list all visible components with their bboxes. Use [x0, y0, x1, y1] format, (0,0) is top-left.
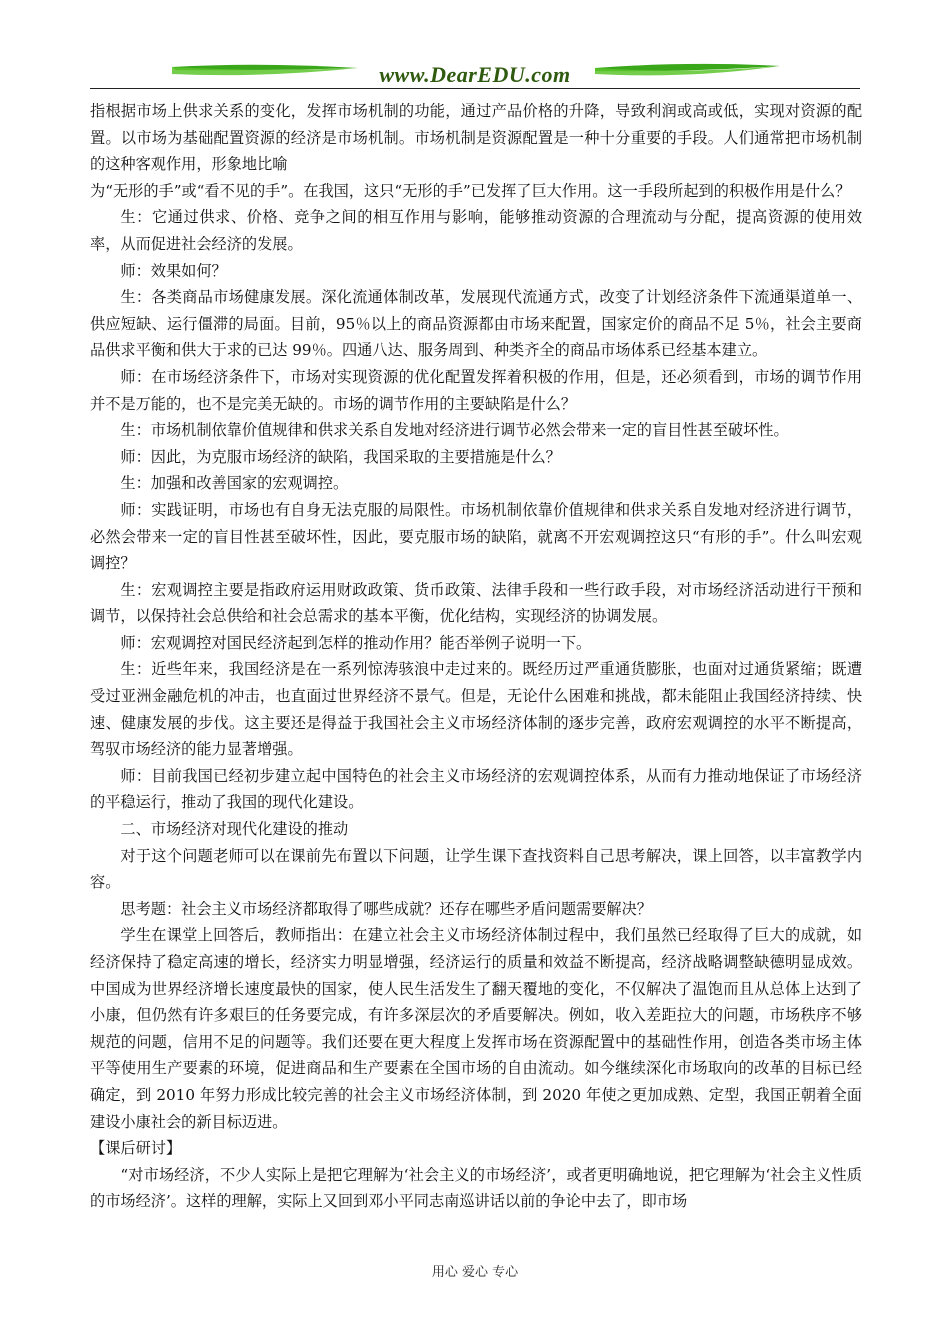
paragraph: 师：在市场经济条件下，市场对实现资源的优化配置发挥着积极的作用，但是，还必须看到，市场的调节作用并不是万能的，也不是完美无缺的。市场的调节作用的主要缺陷是什么？ — [90, 367, 862, 413]
paragraph: 生：宏观调控主要是指政府运用财政政策、货币政策、法律手段和一些行政手段，对市场经济活动进行干预和调节，以保持社会总供给和社会总需求的基本平衡，优化结构，实现经济的协调发展。 — [90, 580, 862, 626]
site-header-logo — [90, 58, 860, 92]
paragraph: 师：宏观调控对国民经济起到怎样的推动作用？能否举例子说明一下。 — [120, 633, 592, 652]
section-heading: 二、市场经济对现代化建设的推动 — [120, 820, 349, 839]
paragraph: 学生在课堂上回答后，教师指出：在建立社会主义市场经济体制过程中，我们虽然已经取得了巨大的成就，如经济保持了稳定高速的增长，经济实力明显增强，经济运行的质量和效益不断提高，经济战略调整缺德明显成效。中国成为世界经济增长速度最快的国家，使人民生活发生了翻天覆地的变化，不仅解决了温饱而且从总体上达到了小康，但仍然有许多艰巨的任务要完成，有许多深层次的矛盾要解决。例如，收入差距拉大的问题，市场秩序不够规范的问题，信用不足的问题等。我们还要在更大程度上发挥市场在资源配置中的基础性作用，创造各类市场主体平等使用生产要素的环境，促进商品和生产要素在全国市场的自由流动。如今继续深化市场取向的改革的目标已经确定，到 2010 年努力形成比较完善的社会主义市场经济体制，到 2020 年使之更加成熟、定型，我国正朝着全面建设小康社会的新目标迈进。 — [90, 926, 862, 1131]
header-divider — [90, 88, 860, 89]
paragraph: 生：加强和改善国家的宏观调控。 — [120, 474, 349, 493]
paragraph: 生：近些年来，我国经济是在一系列惊涛骇浪中走过来的。既经历过严重通货膨胀，也面对过通货紧缩；既遭受过亚洲金融危机的冲击，也直面过世界经济不景气。但是，无论什么困难和挑战，都未能阻止我国经济持续、快速、健康发展的步伐。这主要还是得益于我国社会主义市场经济体制的逐步完善，政府宏观调控的水平不断提高，驾驭市场经济的能力显著增强。 — [90, 660, 862, 759]
paragraph: 师：实践证明，市场也有自身无法克服的局限性。市场机制依靠价值规律和供求关系自发地对经济进行调节，必然会带来一定的盲目性甚至破坏性，因此，要克服市场的缺陷，就离不开宏观调控这只“有形的手”。什么叫宏观调控？ — [90, 500, 862, 573]
paragraph: 指根据市场上供求关系的变化，发挥市场机制的功能，通过产品价格的升降，导致利润或高或低，实现对资源的配置。以市场为基础配置资源的经济是市场机制。市场机制是资源配置是一种十分重要的手段。人们通常把市场机制的这种客观作用，形象地比喻 — [90, 102, 862, 174]
paragraph: 生：它通过供求、价格、竞争之间的相互作用与影响，能够推动资源的合理流动与分配，提高资源的使用效率，从而促进社会经济的发展。 — [90, 208, 862, 253]
paragraph: 为“无形的手”或“看不见的手”。在我国，这只“无形的手”已发挥了巨大作用。这一手段所起到的积极作用是什么？ — [90, 181, 851, 200]
document-body — [90, 98, 862, 1215]
section-heading: 【课后研讨】 — [90, 1139, 182, 1158]
paragraph: 生：各类商品市场健康发展。深化流通体制改革，发展现代流通方式，改变了计划经济条件下流通渠道单一、供应短缺、运行僵滞的局面。目前，95％以上的商品资源都由市场来配置，国家定价的商品不足 5％，社会主要商品供求平衡和供大于求的已达 99％。四通八达、服务周到、种类齐全的商品市场体系已经基本建立。 — [90, 288, 862, 360]
paragraph: 师：目前我国已经初步建立起中国特色的社会主义市场经济的宏观调控体系，从而有力推动地保证了市场经济的平稳运行，推动了我国的现代化建设。 — [90, 766, 862, 812]
paragraph: 生：市场机制依靠价值规律和供求关系自发地对经济进行调节必然会带来一定的盲目性甚至破坏性。 — [120, 421, 789, 440]
paragraph: “对市场经济，不少人实际上是把它理解为‘社会主义的市场经济’，或者更明确地说，把它理解为‘社会主义性质的市场经济’。这样的理解，实际上又回到邓小平同志南巡讲话以前的争论中去了，即市场 — [90, 1165, 862, 1211]
paragraph: 对于这个问题老师可以在课前先布置以下问题，让学生课下查找资料自己思考解决，课上回答，以丰富教学内容。 — [90, 846, 862, 892]
paragraph: 师：因此，为克服市场经济的缺陷，我国采取的主要措施是什么？ — [120, 447, 561, 466]
paragraph: 师：效果如何？ — [120, 261, 227, 280]
page-footer: 用心 爱心 专心 — [431, 1265, 519, 1280]
paragraph: 思考题：社会主义市场经济都取得了哪些成就？还存在哪些矛盾问题需要解决？ — [120, 899, 652, 918]
site-logo-text: www.DearEDU.com — [379, 62, 571, 87]
